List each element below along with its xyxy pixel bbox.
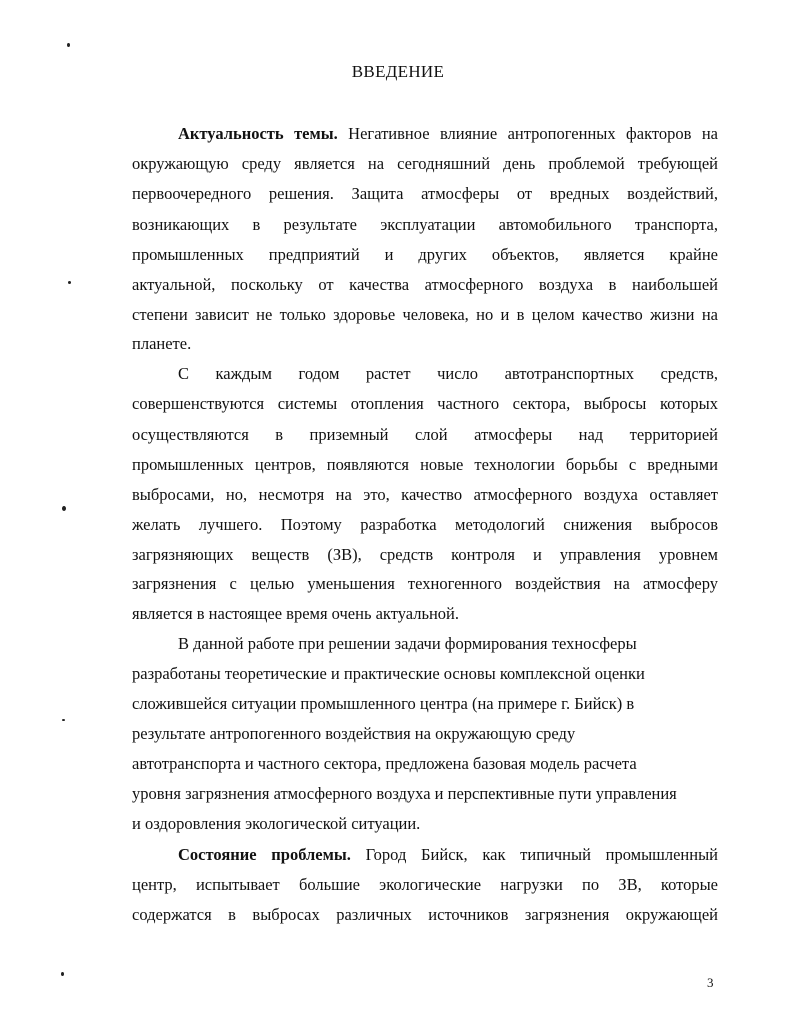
page-title: ВВЕДЕНИЕ (351, 62, 445, 81)
p2-line-5: выбросами, но, несмотря на это, качество атмосферного воздуха оставляет (132, 485, 718, 504)
p2-line-1: С каждым годом растет число автотранспортных средств, (178, 364, 718, 383)
p3-line-5: автотранспорта и частного сектора, предложена базовая модель расчета (132, 754, 637, 773)
p1-line-6: актуальной, поскольку от качества атмосферного воздуха в наибольшей (132, 275, 718, 294)
p1-line-1-text: Негативное влияние антропогенных факторов на (337, 124, 718, 143)
p2-line-2: совершенствуются системы отопления частного сектора, выбросы которых (132, 394, 718, 413)
p3-line-7: и оздоровления экологической ситуации. (132, 814, 421, 833)
p3-line-2: разработаны теоретические и практические основы комплексной оценки (132, 664, 645, 683)
page-number: 3 (707, 975, 714, 990)
scan-speck (62, 719, 65, 721)
p1-line-7: степени зависит не только здоровье человека, но и в целом качество жизни на (132, 305, 718, 324)
p4-line-2: центр, испытывает большие экологические нагрузки по ЗВ, которые (132, 875, 718, 894)
scan-speck (62, 506, 66, 511)
p2-line-6: желать лучшего. Поэтому разработка методологий снижения выбросов (132, 515, 718, 534)
p1-line-2: окружающую среду является на сегодняшний день проблемой требующей (132, 154, 718, 173)
p2-line-9: является в настоящее время очень актуальной. (132, 604, 460, 623)
p4-line-1 (178, 840, 718, 870)
scan-speck (68, 281, 71, 284)
p2-line-8: загрязнения с целью уменьшения техногенного воздействия на атмосферу (132, 574, 718, 593)
p1-line-3: первоочередного решения. Защита атмосферы от вредных воздействий, (132, 184, 718, 203)
p4-line-3: содержатся в выбросах различных источников загрязнения окружающей (132, 905, 718, 924)
p3-line-6: уровня загрязнения атмосферного воздуха и перспективные пути управления (132, 784, 677, 803)
p1-lead: Актуальность темы. (178, 124, 338, 143)
p1-line-4: возникающих в результате эксплуатации автомобильного транспорта, (132, 215, 718, 234)
p4-lead: Состояние проблемы. (178, 845, 351, 864)
p1-line-5: промышленных предприятий и других объектов, является крайне (132, 245, 718, 264)
p1-line-1 (178, 119, 718, 149)
p3-line-1: В данной работе при решении задачи формирования техносферы (178, 634, 637, 653)
p2-line-7: загрязняющих веществ (ЗВ), средств контроля и управления уровнем (132, 545, 718, 564)
scan-speck (61, 972, 64, 976)
p4-line-1-text: Город Бийск, как типичный промышленный (350, 845, 718, 864)
scan-speck (67, 43, 70, 47)
p2-line-4: промышленных центров, появляются новые технологии борьбы с вредными (132, 455, 718, 474)
p1-line-8: планете. (132, 334, 192, 353)
p3-line-4: результате антропогенного воздействия на окружающую среду (132, 724, 576, 743)
p3-line-3: сложившейся ситуации промышленного центра (на примере г. Бийск) в (132, 694, 635, 713)
p2-line-3: осуществляются в приземный слой атмосферы над территорией (132, 425, 718, 444)
